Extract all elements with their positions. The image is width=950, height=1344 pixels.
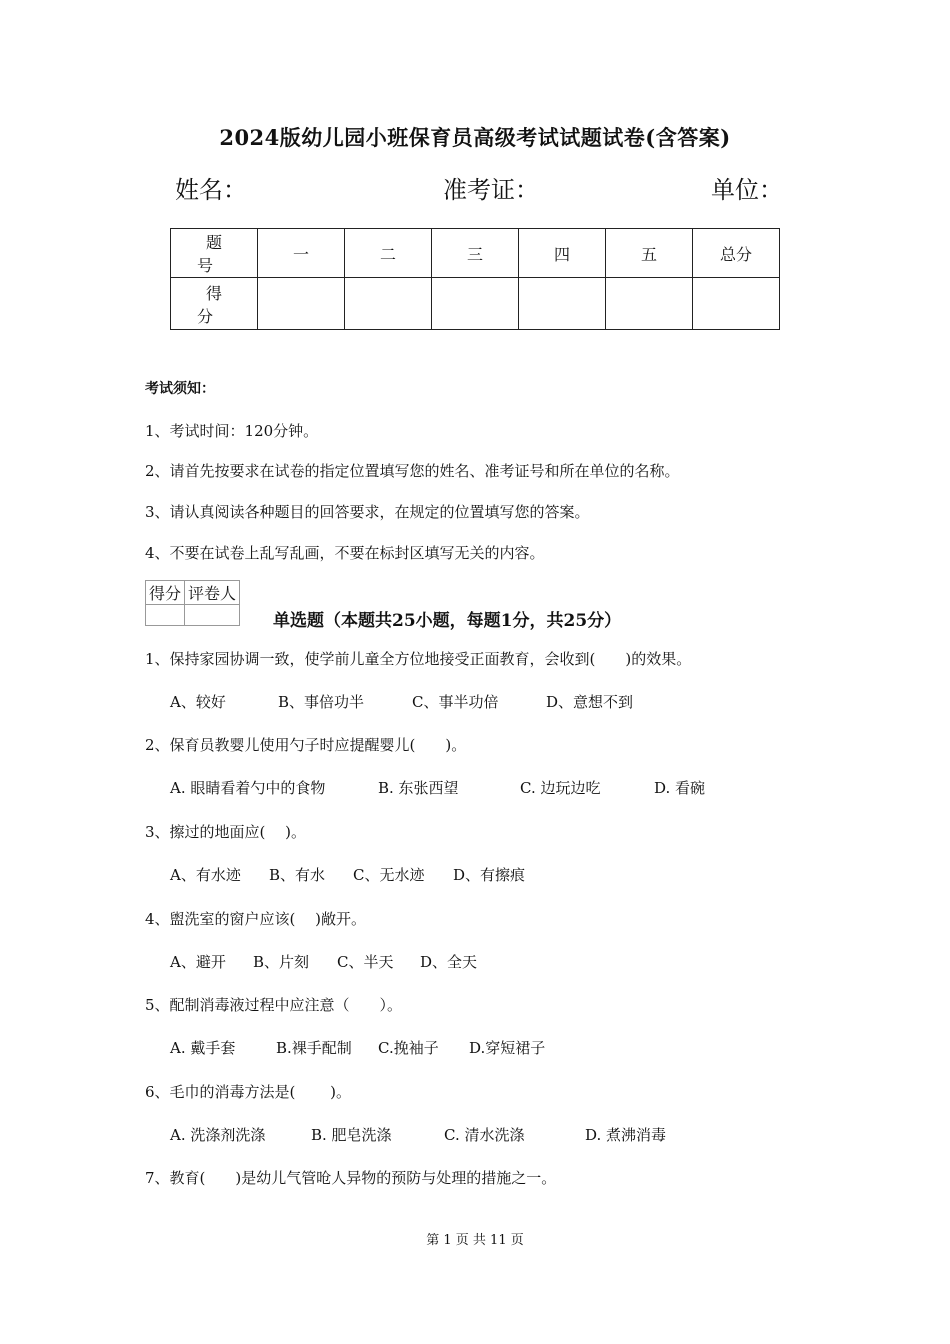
option[interactable]: B.裸手配制 [276, 1039, 352, 1057]
grader-score-cell[interactable] [146, 605, 185, 626]
option[interactable]: C、事半功倍 [412, 693, 499, 711]
question-text: 2、保育员教婴儿使用勺子时应提醒婴儿( )。 [145, 736, 467, 754]
grader-box [145, 580, 240, 626]
option[interactable]: D、意想不到 [546, 693, 634, 711]
option[interactable]: C、半天 [337, 953, 394, 971]
option[interactable]: A. 眼睛看着勺中的食物 [170, 779, 326, 797]
notice-item: 2、请首先按要求在试卷的指定位置填写您的姓名、准考证号和所在单位的名称。 [145, 462, 680, 480]
question-text: 7、教育( )是幼儿气管呛人异物的预防与处理的措施之一。 [145, 1169, 557, 1187]
option[interactable]: D. 煮沸消毒 [585, 1126, 667, 1144]
page-title: 2024版幼儿园小班保育员高级考试试题试卷(含答案) [219, 125, 731, 150]
unit-label: 单位： [711, 176, 783, 204]
question-options [170, 691, 633, 712]
option[interactable]: C.挽袖子 [378, 1039, 439, 1057]
option[interactable]: D. 看碗 [654, 779, 706, 797]
notice-item: 4、不要在试卷上乱写乱画，不要在标封区填写无关的内容。 [145, 544, 545, 562]
page-footer: 第 1 页 共 11 页 [426, 1233, 524, 1248]
score-table-header-row [171, 229, 780, 278]
option[interactable]: A、有水迹 [170, 866, 241, 884]
question-text: 3、擦过的地面应( )。 [145, 823, 307, 841]
score-table-cell: 总分 [693, 229, 780, 278]
notice-title: 考试须知： [145, 381, 215, 397]
question-options [170, 951, 477, 972]
score-input-cell[interactable] [258, 278, 345, 330]
score-table-cell: 三 [432, 229, 519, 278]
option[interactable]: D、全天 [420, 953, 478, 971]
option[interactable]: B、事倍功半 [278, 693, 365, 711]
option[interactable]: A、较好 [170, 693, 226, 711]
section-title: 单选题（本题共25小题，每题1分，共25分） [273, 611, 622, 631]
score-input-cell[interactable] [693, 278, 780, 330]
option[interactable]: D.穿短裙子 [469, 1039, 546, 1057]
option[interactable]: C. 清水洗涤 [444, 1126, 525, 1144]
option[interactable]: A. 戴手套 [170, 1039, 236, 1057]
question-options [170, 1124, 666, 1145]
question-text: 4、盥洗室的窗户应该( )敞开。 [145, 910, 367, 928]
option[interactable]: B、有水 [269, 866, 326, 884]
question-text: 1、保持家园协调一致，使学前儿童全方位地接受正面教育，会收到( )的效果。 [145, 650, 692, 668]
score-input-cell[interactable] [519, 278, 606, 330]
grader-score-label: 得分 [146, 581, 185, 605]
score-table-cell: 题 号 [171, 229, 258, 278]
option[interactable]: A、避开 [170, 953, 226, 971]
option[interactable]: C、无水迹 [353, 866, 425, 884]
option[interactable]: B. 肥皂洗涤 [311, 1126, 392, 1144]
score-table-cell: 四 [519, 229, 606, 278]
name-label: 姓名： [175, 176, 247, 204]
option[interactable]: D、有擦痕 [453, 866, 526, 884]
notice-item: 1、考试时间：120分钟。 [145, 422, 319, 440]
question-text: 5、配制消毒液过程中应注意（ ）。 [145, 996, 403, 1014]
exam-id-label: 准考证： [443, 176, 539, 204]
score-row-label: 得 分 [171, 278, 258, 330]
option[interactable]: B. 东张西望 [378, 779, 459, 797]
option[interactable]: A. 洗涤剂洗涤 [170, 1126, 266, 1144]
question-options [170, 777, 705, 798]
notice-item: 3、请认真阅读各种题目的回答要求，在规定的位置填写您的答案。 [145, 503, 590, 521]
question-text: 6、毛巾的消毒方法是( )。 [145, 1083, 352, 1101]
question-options [170, 864, 525, 885]
score-input-cell[interactable] [345, 278, 432, 330]
option[interactable]: C. 边玩边吃 [520, 779, 601, 797]
score-input-cell[interactable] [606, 278, 693, 330]
score-table-cell: 一 [258, 229, 345, 278]
question-options [170, 1037, 545, 1058]
score-table [170, 228, 780, 330]
score-table-cell: 五 [606, 229, 693, 278]
score-table-cell: 二 [345, 229, 432, 278]
score-table-score-row [171, 278, 780, 330]
grader-label: 评卷人 [185, 581, 240, 605]
grader-name-cell[interactable] [185, 605, 240, 626]
score-input-cell[interactable] [432, 278, 519, 330]
option[interactable]: B、片刻 [253, 953, 310, 971]
